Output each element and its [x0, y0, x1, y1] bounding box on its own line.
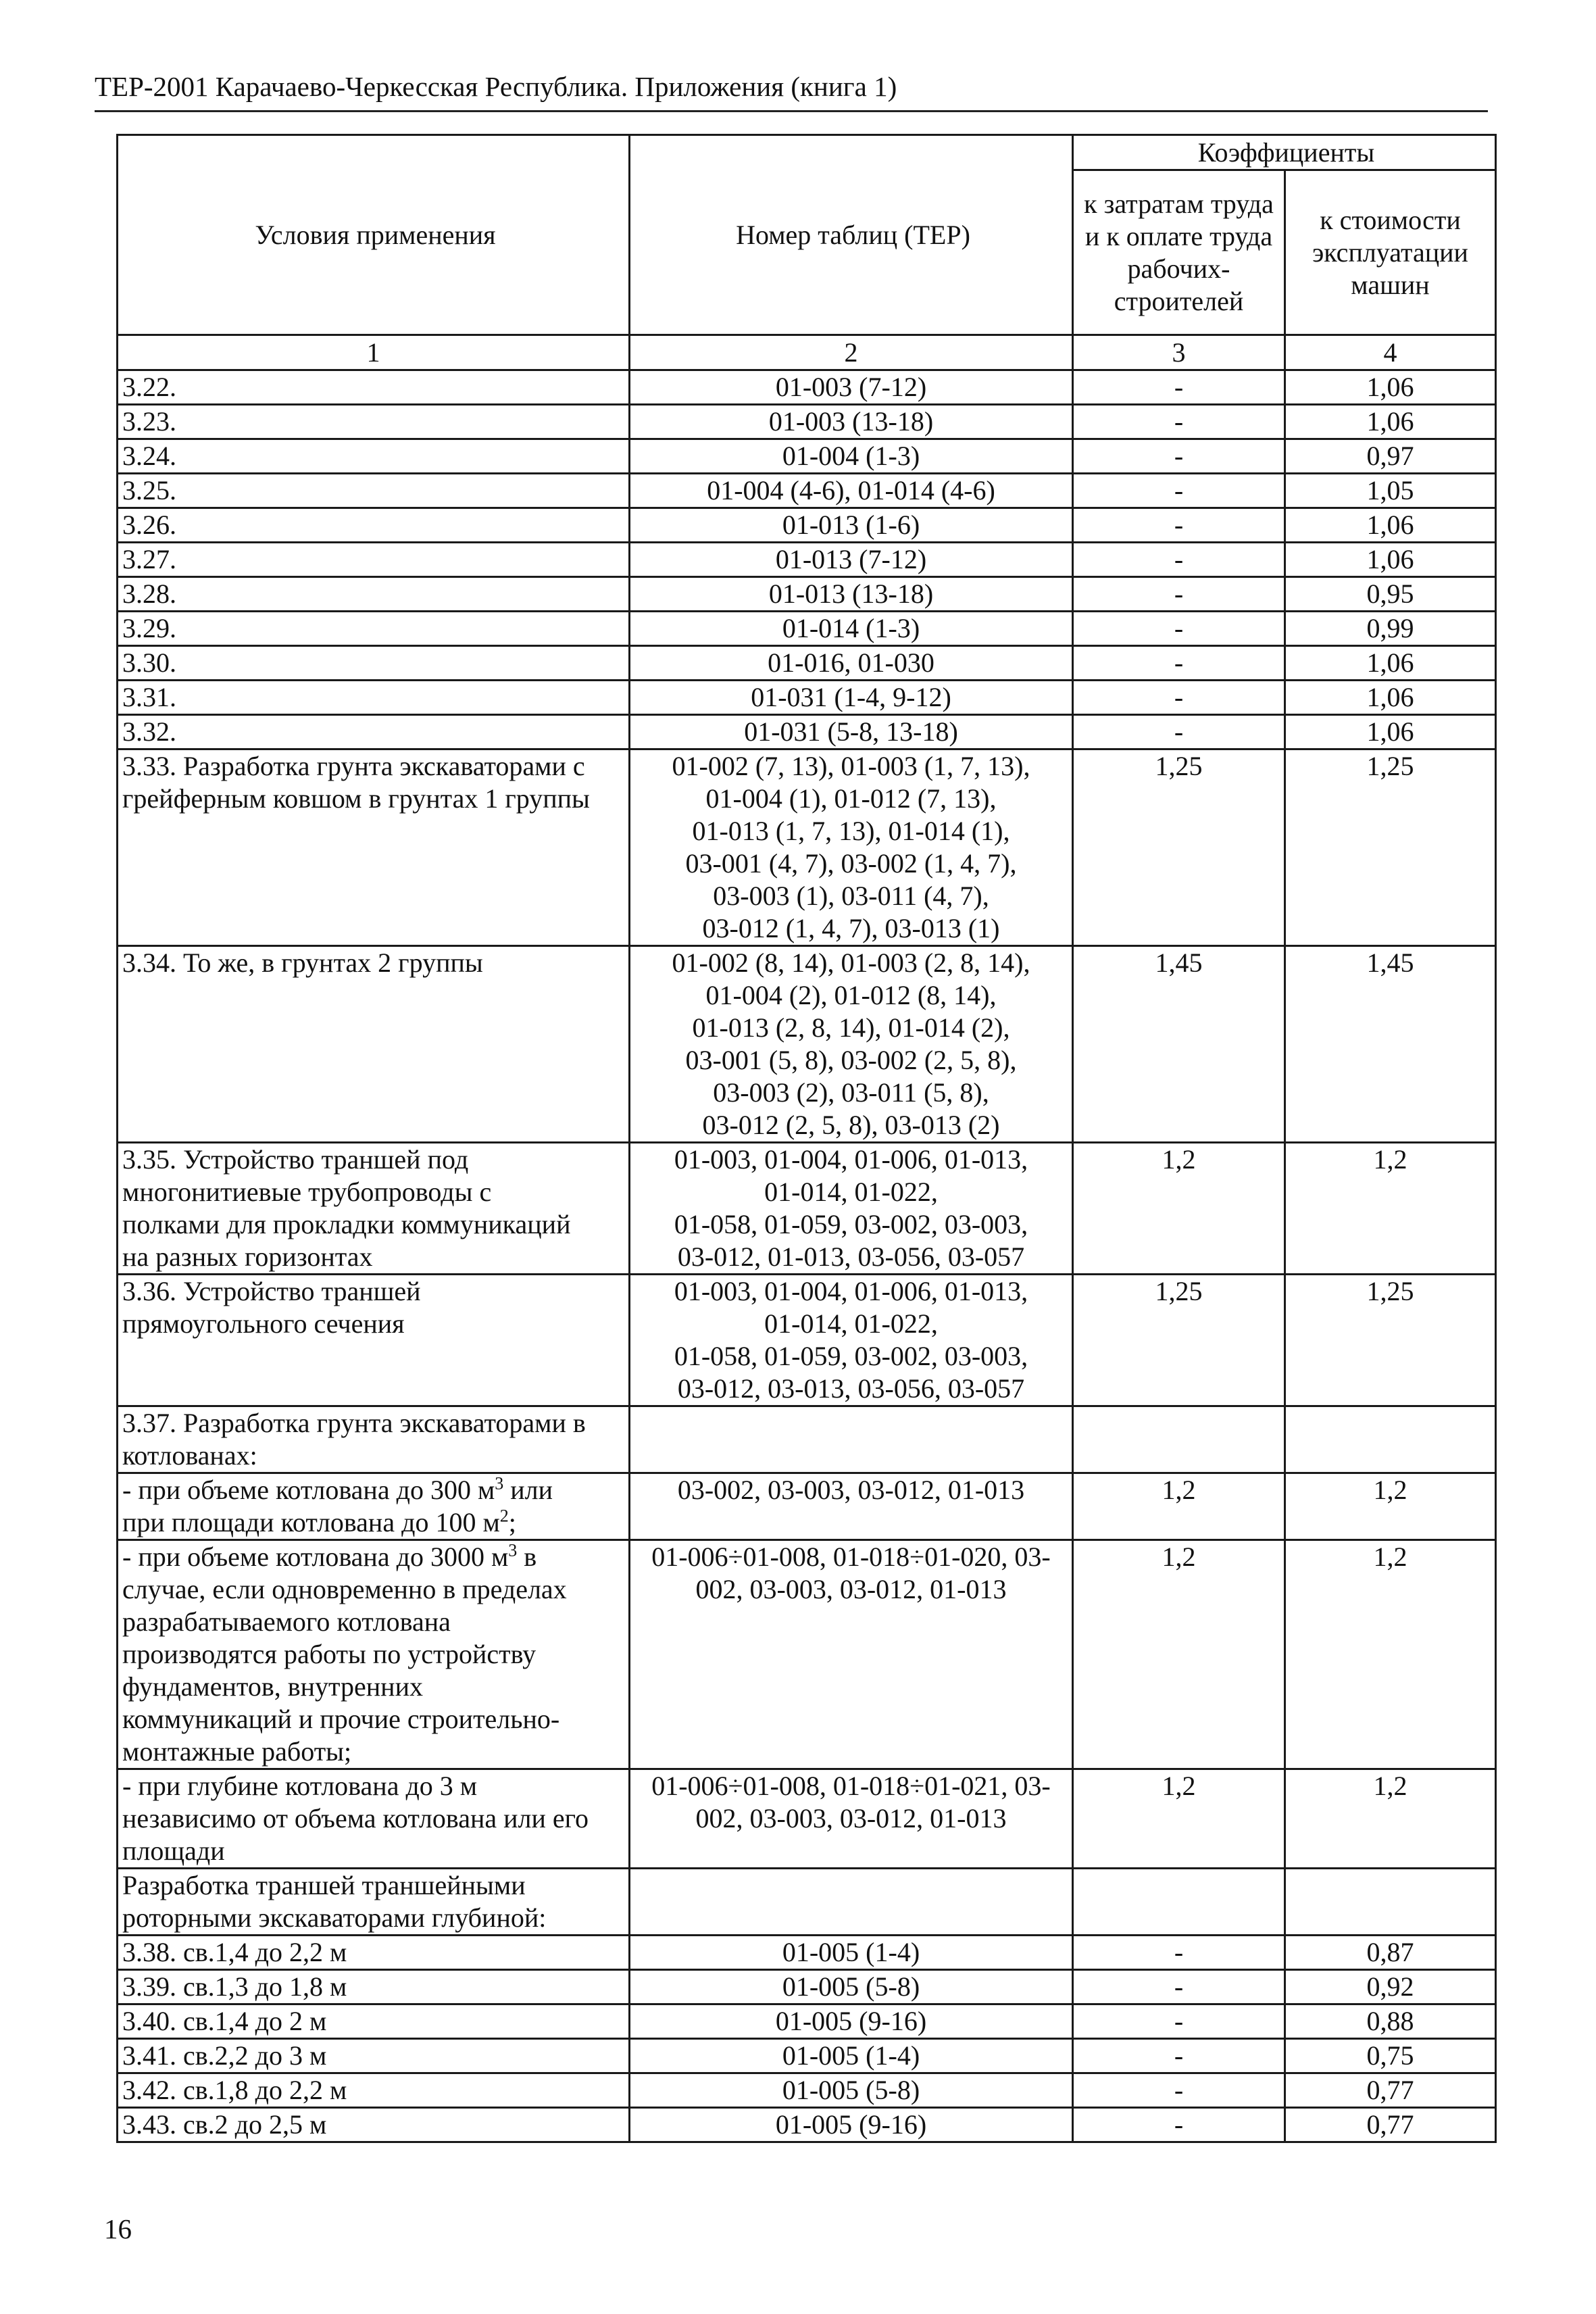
row-labor-coefficient: -	[1073, 715, 1285, 749]
row-labor-coefficient: 1,45	[1073, 946, 1285, 1143]
column-number: 1	[118, 335, 630, 370]
row-machine-coefficient: 0,77	[1285, 2073, 1496, 2108]
row-table-numbers: 01-002 (8, 14), 01-003 (2, 8, 14), 01-004 (2), 01-012 (8, 14), 01-013 (2, 8, 14), 01-014 (2), 03-001 (5, 8), 03-002 (2, 5, 8), 03-003 (2), 03-011 (5, 8), 03-012 (2, 5, 8), 03-013 (2)	[630, 946, 1073, 1143]
table-row	[118, 508, 1496, 543]
row-machine-coefficient: 0,77	[1285, 2108, 1496, 2142]
table-section-pit	[118, 1473, 1496, 1936]
row-condition: 3.38. св.1,4 до 2,2 м	[118, 1936, 630, 1970]
empty-cell	[1285, 1869, 1496, 1936]
row-machine-coefficient: 0,92	[1285, 1970, 1496, 2004]
table-row	[118, 370, 1496, 405]
pit-labor: 1,2	[1073, 1769, 1285, 1869]
row-condition: 3.25.	[118, 474, 630, 508]
table-row	[118, 2108, 1496, 2142]
table-row	[118, 946, 1496, 1143]
row-table-numbers: 01-013 (1-6)	[630, 508, 1073, 543]
row-machine-coefficient: 1,45	[1285, 946, 1496, 1143]
pit-labor: 1,2	[1073, 1473, 1285, 1540]
header-table-numbers: Номер таблиц (ТЕР)	[630, 135, 1073, 335]
row-machine-coefficient: 0,87	[1285, 1936, 1496, 1970]
column-number: 2	[630, 335, 1073, 370]
table-row	[118, 1275, 1496, 1406]
row-condition: 3.34. То же, в грунтах 2 группы	[118, 946, 630, 1143]
row-condition: 3.37. Разработка грунта экскаваторами в котлованах:	[118, 1406, 630, 1473]
row-machine-coefficient: 1,06	[1285, 681, 1496, 715]
row-labor-coefficient: -	[1073, 405, 1285, 439]
table-row	[118, 474, 1496, 508]
row-labor-coefficient: -	[1073, 577, 1285, 612]
header-labor-coefficient: к затратам труда и к оплате труда рабочих-строителей	[1073, 170, 1285, 335]
table-row	[118, 1473, 1496, 1540]
row-table-numbers: 01-004 (1-3)	[630, 439, 1073, 474]
row-condition: 3.31.	[118, 681, 630, 715]
row-labor-coefficient: -	[1073, 1970, 1285, 2004]
row-table-numbers: 01-031 (5-8, 13-18)	[630, 715, 1073, 749]
row-condition: 3.43. св.2 до 2,5 м	[118, 2108, 630, 2142]
row-condition: 3.41. св.2,2 до 3 м	[118, 2039, 630, 2073]
row-condition: 3.32.	[118, 715, 630, 749]
row-condition: 3.30.	[118, 646, 630, 681]
row-labor-coefficient: -	[1073, 646, 1285, 681]
row-labor-coefficient	[1073, 1406, 1285, 1473]
pit-machines: 1,2	[1285, 1769, 1496, 1869]
row-table-numbers: 01-005 (1-4)	[630, 1936, 1073, 1970]
row-machine-coefficient: 1,2	[1285, 1143, 1496, 1275]
pit-machines: 1,2	[1285, 1540, 1496, 1769]
pit-tables: 01-006÷01-008, 01-018÷01-021, 03- 002, 03-003, 03-012, 01-013	[630, 1769, 1073, 1869]
row-labor-coefficient: -	[1073, 681, 1285, 715]
row-machine-coefficient: 1,06	[1285, 508, 1496, 543]
row-labor-coefficient: 1,25	[1073, 749, 1285, 946]
table-row	[118, 1143, 1496, 1275]
row-labor-coefficient: -	[1073, 2039, 1285, 2073]
row-table-numbers: 01-002 (7, 13), 01-003 (1, 7, 13), 01-004 (1), 01-012 (7, 13), 01-013 (1, 7, 13), 01-014 (1), 03-001 (4, 7), 03-002 (1, 4, 7), 03-003 (1), 03-011 (4, 7), 03-012 (1, 4, 7), 03-013 (1)	[630, 749, 1073, 946]
table-row	[118, 439, 1496, 474]
pit-labor: 1,2	[1073, 1540, 1285, 1769]
row-condition: 3.33. Разработка грунта экскаваторами с грейферным ковшом в грунтах 1 группы	[118, 749, 630, 946]
table-row	[118, 1936, 1496, 1970]
table-row	[118, 2073, 1496, 2108]
header-conditions: Условия применения	[118, 135, 630, 335]
row-table-numbers: 01-004 (4-6), 01-014 (4-6)	[630, 474, 1073, 508]
column-number: 4	[1285, 335, 1496, 370]
row-machine-coefficient: 1,06	[1285, 715, 1496, 749]
column-number: 3	[1073, 335, 1285, 370]
row-condition: 3.42. св.1,8 до 2,2 м	[118, 2073, 630, 2108]
row-table-numbers: 01-013 (13-18)	[630, 577, 1073, 612]
table-row	[118, 2039, 1496, 2073]
row-labor-coefficient: -	[1073, 1936, 1285, 1970]
row-table-numbers: 01-014 (1-3)	[630, 612, 1073, 646]
row-labor-coefficient: 1,2	[1073, 1143, 1285, 1275]
table-row	[118, 543, 1496, 577]
table-section-simple-rows	[118, 370, 1496, 749]
header-coefficients: Коэффициенты	[1073, 135, 1496, 170]
row-table-numbers: 01-003, 01-004, 01-006, 01-013, 01-014, 01-022, 01-058, 01-059, 03-002, 03-003, 03-012, 03-013, 03-056, 03-057	[630, 1275, 1073, 1406]
row-machine-coefficient: 1,06	[1285, 405, 1496, 439]
row-condition: 3.39. св.1,3 до 1,8 м	[118, 1970, 630, 2004]
row-table-numbers: 01-005 (9-16)	[630, 2108, 1073, 2142]
coefficients-table	[116, 134, 1497, 2143]
row-table-numbers: 01-005 (9-16)	[630, 2004, 1073, 2039]
table-row	[118, 681, 1496, 715]
row-table-numbers: 01-005 (1-4)	[630, 2039, 1073, 2073]
row-table-numbers: 01-005 (5-8)	[630, 2073, 1073, 2108]
header-rule	[95, 110, 1488, 112]
row-table-numbers: 01-013 (7-12)	[630, 543, 1073, 577]
row-condition: 3.40. св.1,4 до 2 м	[118, 2004, 630, 2039]
row-labor-coefficient: -	[1073, 2108, 1285, 2142]
row-condition: 3.27.	[118, 543, 630, 577]
pit-machines: 1,2	[1285, 1473, 1496, 1540]
row-table-numbers	[630, 1406, 1073, 1473]
row-table-numbers: 01-016, 01-030	[630, 646, 1073, 681]
pit-condition-depth-3: - при глубине котлована до 3 м независимо от объема котлована или его площади	[118, 1769, 630, 1869]
empty-cell	[630, 1869, 1073, 1936]
row-machine-coefficient: 1,25	[1285, 749, 1496, 946]
table-section-detailed-rows	[118, 749, 1496, 1473]
row-table-numbers: 01-003 (7-12)	[630, 370, 1073, 405]
row-machine-coefficient: 0,97	[1285, 439, 1496, 474]
pit-condition-volume-3000: - при объеме котлована до 3000 $м^3$ в случае, если одновременно в пределах разрабатываемого котлована производятся работы по устройству фундаментов, внутренних коммуникаций и прочие строительно- монтажные работы;	[118, 1540, 630, 1769]
pit-tables: 03-002, 03-003, 03-012, 01-013	[630, 1473, 1073, 1540]
row-machine-coefficient: 1,06	[1285, 543, 1496, 577]
row-table-numbers: 01-005 (5-8)	[630, 1970, 1073, 2004]
table-row	[118, 749, 1496, 946]
row-condition: 3.36. Устройство траншей прямоугольного сечения	[118, 1275, 630, 1406]
table-row	[118, 612, 1496, 646]
row-machine-coefficient: 1,06	[1285, 646, 1496, 681]
row-table-numbers: 01-003 (13-18)	[630, 405, 1073, 439]
row-condition: 3.22.	[118, 370, 630, 405]
row-machine-coefficient: 0,75	[1285, 2039, 1496, 2073]
page-number: 16	[104, 2213, 132, 2244]
row-table-numbers: 01-031 (1-4, 9-12)	[630, 681, 1073, 715]
table-row	[118, 1406, 1496, 1473]
row-condition: 3.28.	[118, 577, 630, 612]
table-row	[118, 646, 1496, 681]
row-machine-coefficient: 0,99	[1285, 612, 1496, 646]
table-row	[118, 1540, 1496, 1769]
row-labor-coefficient: -	[1073, 2073, 1285, 2108]
row-labor-coefficient: 1,25	[1073, 1275, 1285, 1406]
row-labor-coefficient: -	[1073, 543, 1285, 577]
table-row	[118, 2004, 1496, 2039]
row-condition: 3.24.	[118, 439, 630, 474]
row-machine-coefficient: 1,05	[1285, 474, 1496, 508]
table-row	[118, 1769, 1496, 1869]
table-row	[118, 405, 1496, 439]
row-labor-coefficient: -	[1073, 474, 1285, 508]
row-machine-coefficient	[1285, 1406, 1496, 1473]
row-condition: 3.26.	[118, 508, 630, 543]
row-machine-coefficient: 1,25	[1285, 1275, 1496, 1406]
table-section-trench-rows	[118, 1936, 1496, 2142]
row-machine-coefficient: 1,06	[1285, 370, 1496, 405]
row-machine-coefficient: 0,88	[1285, 2004, 1496, 2039]
row-labor-coefficient: -	[1073, 612, 1285, 646]
table-row	[118, 715, 1496, 749]
table-row	[118, 577, 1496, 612]
row-labor-coefficient: -	[1073, 2004, 1285, 2039]
pit-condition-volume-300: - при объеме котлована до 300 $м^3$ или при площади котлована до 100 $м^2$;	[118, 1473, 630, 1540]
row-condition: 3.23.	[118, 405, 630, 439]
header-machine-coefficient: к стоимости эксплуатации машин	[1285, 170, 1496, 335]
row-labor-coefficient: -	[1073, 439, 1285, 474]
page-header-title: ТЕР-2001 Карачаево-Черкесская Республика. Приложения (книга 1)	[95, 71, 897, 102]
table-row	[118, 1869, 1496, 1936]
trench-heading: Разработка траншей траншейными роторными экскаваторами глубиной:	[118, 1869, 630, 1936]
row-labor-coefficient: -	[1073, 508, 1285, 543]
row-labor-coefficient: -	[1073, 370, 1285, 405]
empty-cell	[1073, 1869, 1285, 1936]
row-table-numbers: 01-003, 01-004, 01-006, 01-013, 01-014, 01-022, 01-058, 01-059, 03-002, 03-003, 03-012, 01-013, 03-056, 03-057	[630, 1143, 1073, 1275]
row-machine-coefficient: 0,95	[1285, 577, 1496, 612]
row-condition: 3.29.	[118, 612, 630, 646]
table-row	[118, 1970, 1496, 2004]
row-condition: 3.35. Устройство траншей под многонитиевые трубопроводы с полками для прокладки коммуникаций на разных горизонтах	[118, 1143, 630, 1275]
pit-tables: 01-006÷01-008, 01-018÷01-020, 03- 002, 03-003, 03-012, 01-013	[630, 1540, 1073, 1769]
